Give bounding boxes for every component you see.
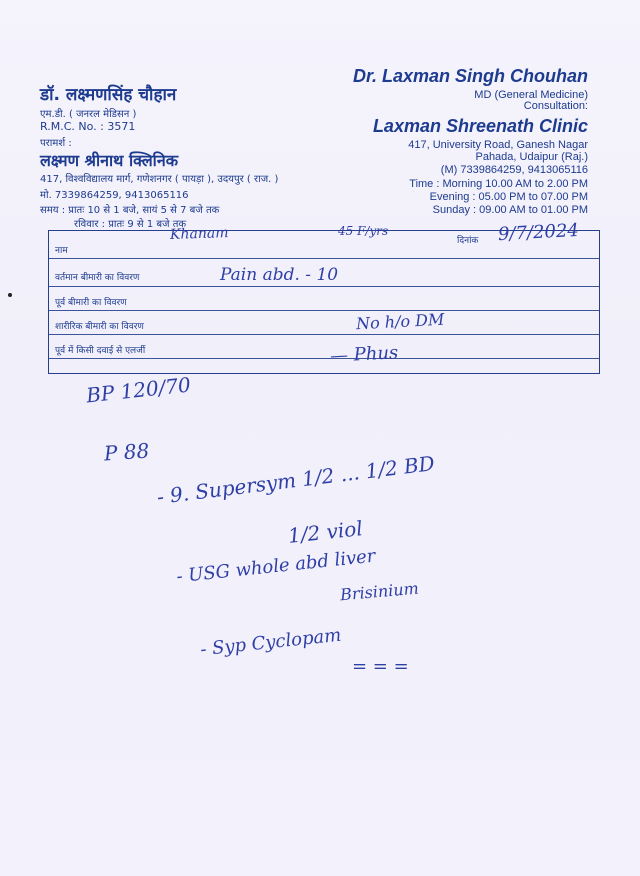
clinic-name-english: Laxman Shreenath Clinic bbox=[372, 116, 588, 136]
handwritten-rx-1: - 9. Supersym 1/2 ... 1/2 BD bbox=[155, 451, 436, 509]
handwritten-pulse: P 88 bbox=[103, 438, 151, 466]
doctor-name-english: Dr. Laxman Singh Chouhan bbox=[352, 66, 588, 86]
handwritten-rx-5: - Syp Cyclopam bbox=[199, 624, 343, 661]
form-line bbox=[49, 257, 599, 259]
timing-evening: Evening : 05.00 PM to 07.00 PM bbox=[429, 191, 588, 203]
form-line bbox=[49, 285, 599, 287]
allergy-label: पूर्व में किसी दवाई से एलर्जी bbox=[55, 346, 146, 356]
address-line2-english: Pahada, Udaipur (Raj.) bbox=[475, 151, 588, 163]
handwritten-rx-2: 1/2 viol bbox=[286, 516, 364, 548]
current-illness-label: वर्तमान बीमारी का विवरण bbox=[55, 273, 140, 283]
form-line bbox=[49, 333, 599, 335]
handwritten-date: 9/7/2024 bbox=[497, 219, 580, 246]
mobile-english: (M) 7339864259, 9413065116 bbox=[440, 164, 588, 176]
rmc-number: R.M.C. No. : 3571 bbox=[40, 120, 136, 133]
handwritten-allergy: — Phus bbox=[329, 342, 399, 367]
handwritten-rx-6: = = = bbox=[352, 656, 409, 677]
degree-hindi: एम.डी. ( जनरल मेडिसन ) bbox=[40, 109, 137, 120]
past-illness-label: पूर्व बीमारी का विवरण bbox=[55, 298, 127, 308]
timing-hindi: समय : प्रातः 10 से 1 बजे, सायं 5 से 7 बजे तक bbox=[40, 205, 220, 216]
timing-morning: Time : Morning 10.00 AM to 2.00 PM bbox=[409, 178, 588, 190]
address-hindi: 417, विश्वविद्यालय मार्ग, गणेशनगर ( पायड़ा ), उदयपुर ( राज. ) bbox=[40, 174, 279, 185]
handwritten-bp: BP 120/70 bbox=[85, 372, 192, 408]
handwritten-physical: No h/o DM bbox=[355, 309, 445, 334]
handwritten-rx-4: Brisinium bbox=[339, 578, 420, 605]
handwritten-patient-name: Khanam bbox=[169, 224, 229, 244]
consultation-english: Consultation: bbox=[523, 100, 588, 112]
patient-form bbox=[48, 230, 600, 374]
mobile-hindi: मो. 7339864259, 9413065116 bbox=[40, 190, 189, 201]
clinic-name-hindi: लक्ष्मण श्रीनाथ क्लिनिक bbox=[40, 151, 178, 170]
timing-sunday: Sunday : 09.00 AM to 01.00 PM bbox=[432, 204, 588, 216]
address-line1-english: 417, University Road, Ganesh Nagar bbox=[408, 139, 588, 151]
form-line bbox=[49, 357, 599, 359]
degree-english: MD (General Medicine) bbox=[474, 89, 588, 101]
consultation-hindi: परामर्श : bbox=[40, 138, 72, 149]
ink-dot bbox=[8, 293, 12, 297]
name-label: नाम bbox=[55, 246, 68, 256]
handwritten-current-illness: Pain abd. - 10 bbox=[220, 265, 339, 285]
sunday-timing-hindi: रविवार : प्रातः 9 से 1 बजे तक bbox=[74, 219, 187, 230]
handwritten-rx-3: - USG whole abd liver bbox=[175, 545, 377, 588]
form-line bbox=[49, 309, 599, 311]
handwritten-age-sex: 45 F/yrs bbox=[338, 224, 389, 238]
date-label: दिनांक bbox=[457, 236, 479, 246]
physical-illness-label: शारीरिक बीमारी का विवरण bbox=[55, 322, 144, 332]
doctor-name-hindi: डॉ. लक्ष्मणसिंह चौहान bbox=[40, 85, 177, 105]
